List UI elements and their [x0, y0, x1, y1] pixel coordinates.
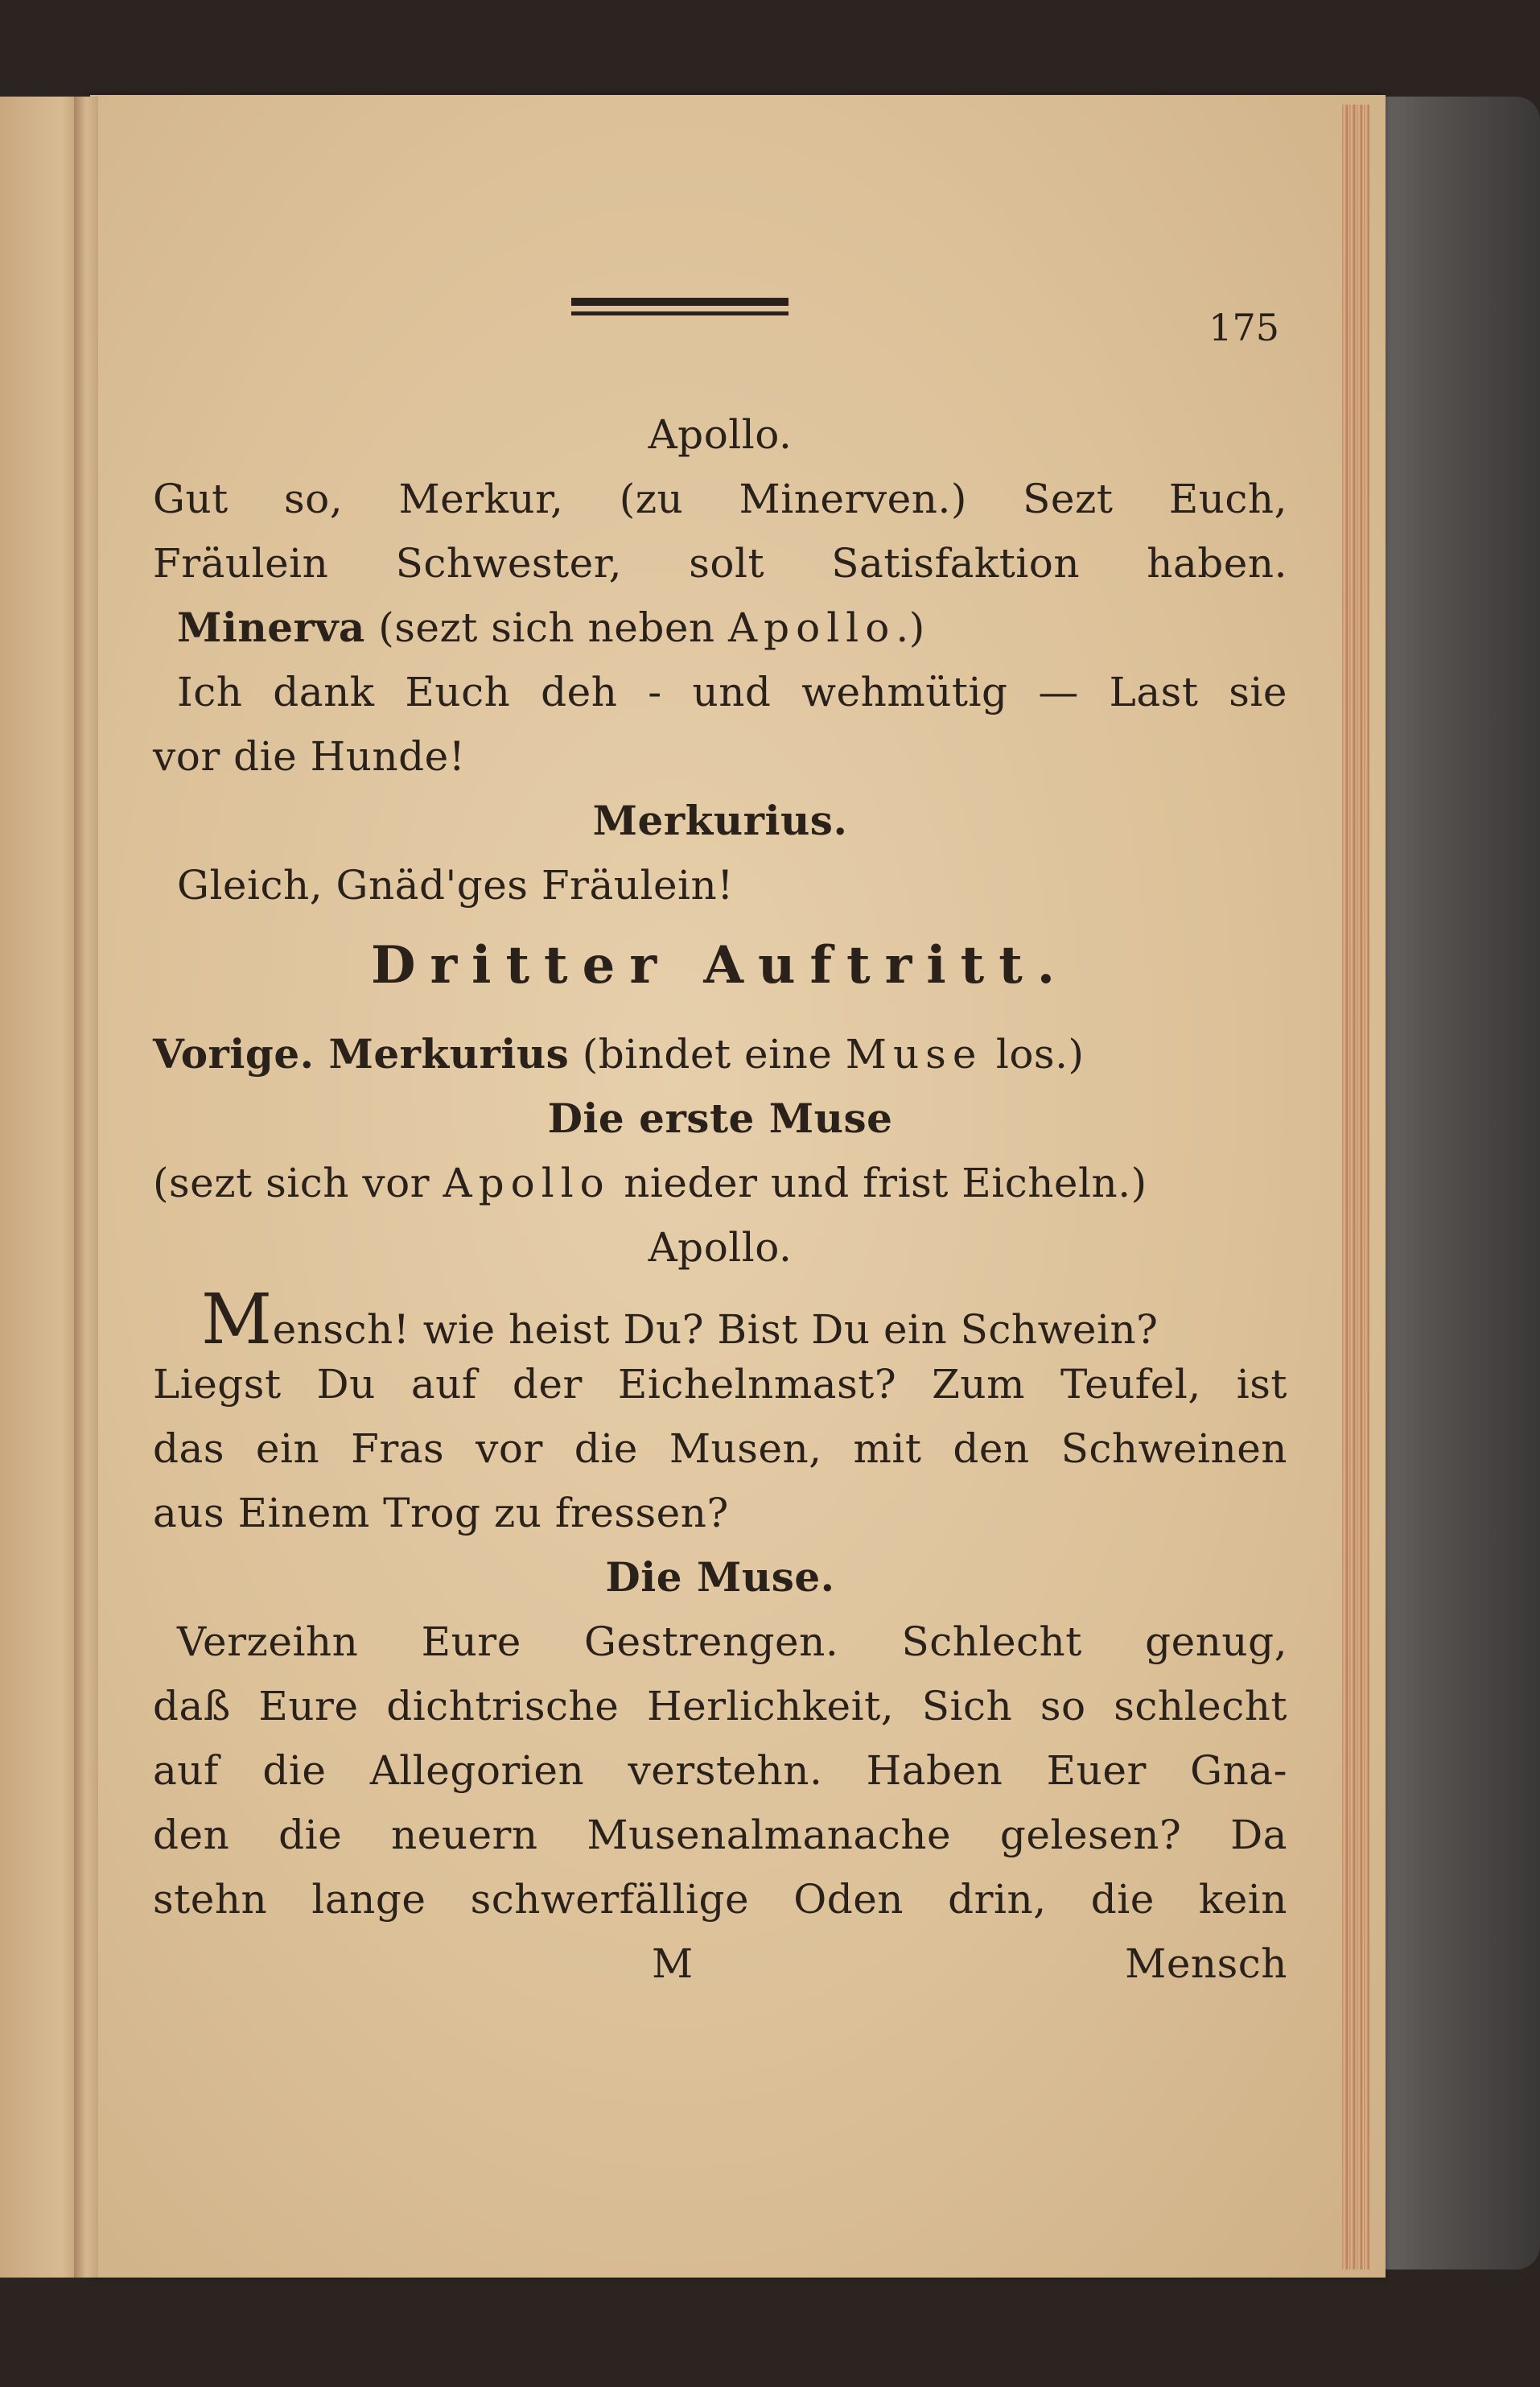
text-line: daß Eure dichtrische Herlichkeit, Sich so schlecht	[153, 1683, 1287, 1729]
stage-direction-text: .)	[896, 604, 925, 651]
stage-direction-text: (bindet eine	[569, 1031, 846, 1078]
stage-direction-text: (sezt sich vor	[153, 1160, 443, 1206]
catchword: Mensch	[1125, 1940, 1287, 1987]
name-muse: Muse	[845, 1031, 983, 1078]
text-vorige: Vorige.	[153, 1030, 329, 1078]
text-line: auf die Allegorien verstehn. Haben Euer Gna-	[153, 1747, 1287, 1794]
text-line: Liegst Du auf der Eichelnmast? Zum Teufel, ist	[153, 1361, 1287, 1408]
text-line: den die neuern Musenalmanache gelesen? Da	[153, 1812, 1287, 1858]
header-rule	[571, 298, 789, 315]
text-line: Verzeihn Eure Gestrengen. Schlecht genug,	[177, 1618, 1287, 1665]
text-line: ensch! wie heist Du? Bist Du ein Schwein?	[272, 1306, 1159, 1353]
book-gutter	[74, 97, 98, 2278]
speaker-erste-muse: Die erste Muse	[547, 1095, 893, 1142]
text-line: Ich dank Euch deh - und wehmütig — Last sie	[177, 669, 1287, 715]
speaker-minerva: Minerva	[177, 604, 365, 651]
speaker-die-muse: Die Muse.	[605, 1553, 835, 1601]
text-line: Gleich, Gnäd'ges Fräulein!	[177, 862, 734, 909]
stage-direction-text: (sezt sich neben	[364, 604, 729, 651]
text-line: Gut so, Merkur, (zu Minerven.) Sezt Euch,	[153, 476, 1287, 522]
stage-direction-text: nieder und frist Eicheln.)	[610, 1160, 1147, 1206]
speaker-apollo: Apollo.	[648, 1224, 793, 1271]
book-cover	[1360, 97, 1540, 2270]
text-line: vor die Hunde!	[153, 733, 466, 780]
name-apollo: Apollo	[728, 604, 896, 651]
speaker-apollo: Apollo.	[648, 411, 793, 458]
stage-direction-minerva	[177, 596, 1287, 660]
stage-direction-text: los.)	[982, 1031, 1085, 1078]
page-number: 175	[1209, 306, 1279, 349]
stage-direction-scene	[153, 1022, 1287, 1086]
page-stack-edge	[1342, 105, 1369, 2270]
text-line: das ein Fras vor die Musen, mit den Schweinen	[153, 1425, 1287, 1472]
speaker-merkurius-inline: Merkurius	[328, 1030, 570, 1078]
text-line: stehn lange schwerfällige Oden drin, die kein	[153, 1876, 1287, 1923]
text-line-dropcap	[201, 1280, 1287, 1362]
text-line: aus Einem Trog zu fressen?	[153, 1490, 729, 1536]
text-line: Fräulein Schwester, solt Satisfaktion haben.	[153, 540, 1287, 587]
speaker-merkurius: Merkurius.	[592, 797, 848, 844]
stage-direction-muse	[153, 1151, 1287, 1215]
signature-mark: M	[652, 1940, 694, 1987]
name-apollo: Apollo	[443, 1160, 611, 1206]
scene-heading: Dritter Auftritt.	[370, 935, 1070, 996]
drop-cap: M	[201, 1280, 273, 1360]
